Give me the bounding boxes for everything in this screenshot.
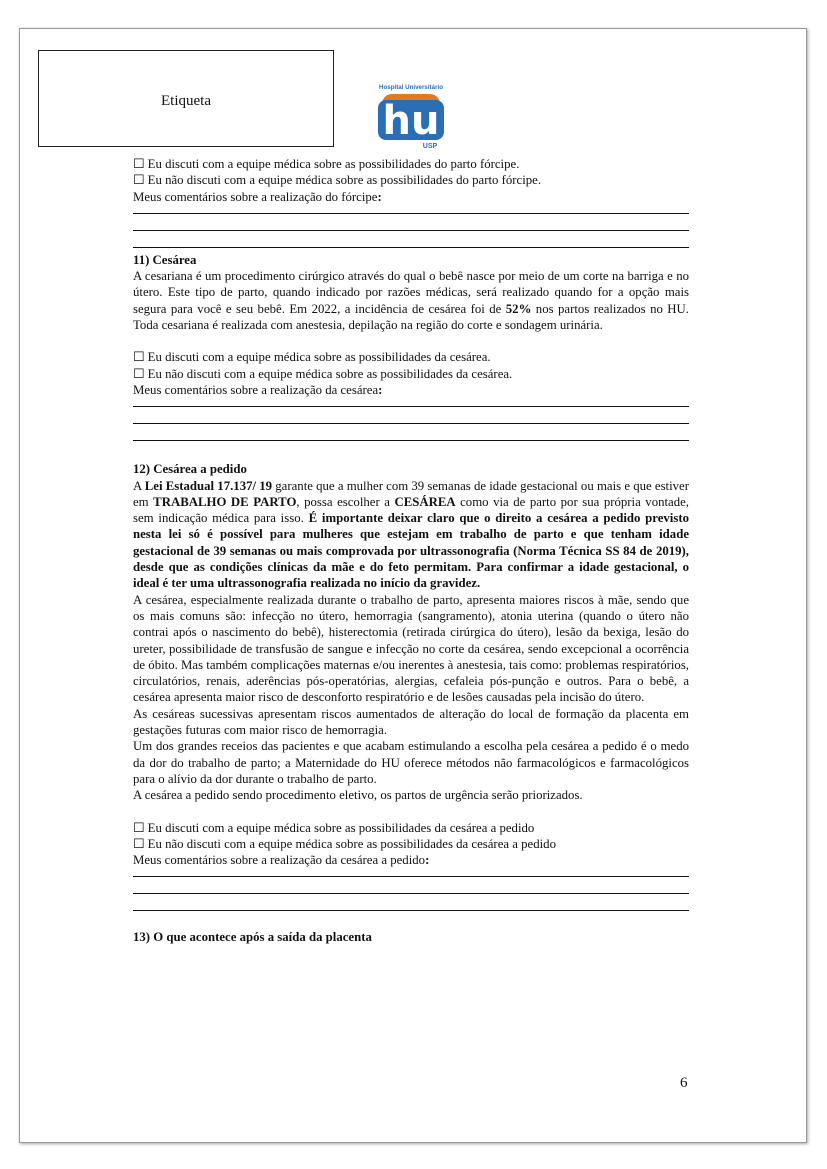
s12-text-c: garante que a mulher com 39 semanas de idade gestacional ou mais e que estiver em (133, 478, 689, 509)
section-12-paragraph-5: A cesárea a pedido sendo procedimento eletivo, os partos de urgência serão priorizados. (133, 788, 583, 803)
s12-text-a: A (133, 478, 145, 493)
cesarea-check-yes[interactable]: ☐ Eu discuti com a equipe médica sobre as possibilidades da cesárea. (133, 350, 491, 365)
logo-top-text: Hospital Universitário (379, 84, 443, 91)
section-12-title: 12) Cesárea a pedido (133, 462, 247, 477)
section-11-paragraph (133, 268, 689, 333)
label-box-text: Etiqueta (161, 93, 211, 109)
document-content (133, 156, 689, 946)
cesarea-pedido-check-yes[interactable]: ☐ Eu discuti com a equipe médica sobre as possibilidades da cesárea a pedido (133, 820, 535, 835)
section-12-paragraph-3: As cesáreas sucessivas apresentam riscos aumentados de alteração do local de formação da placenta em gestações futuras com maior risco de hemorragia. (133, 706, 689, 738)
cesarea-comments-text: Meus comentários sobre a realização da cesárea (133, 382, 379, 397)
cesarea-comments-label (133, 382, 689, 398)
section-11-text-a: A cesariana é um procedimento cirúrgico através do qual o bebê nasce por meio de um corte na barriga e no útero. Este tipo de parto, quando indicado por razões médicas, será realizado quando for a opção mais segura para você e seu bebê. Em 2022, a incidência de cesárea foi de (133, 269, 689, 316)
section-11-title: 11) Cesárea (133, 252, 197, 267)
cesarea-pedido-comments-label (133, 852, 689, 868)
cesarea-pedido-check-no[interactable]: ☐ Eu não discuti com a equipe médica sobre as possibilidades da cesárea a pedido (133, 836, 556, 851)
s12-important: É importante deixar claro que o direito a cesárea a pedido previsto nesta lei só é possível para mulheres que estejam em trabalho de parto e que tenham idade gestacional de 39 semanas ou mais comprovada por ultrassonografia (Norma Técnica SS 84 de 2019), desde que as condições clínicas da mãe e do feto permitam. Para confirmar a idade gestacional, o ideal é ter uma ultrassonografia realizada no início da gravidez. (133, 511, 690, 591)
cesarea-pedido-comments-text: Meus comentários sobre a realização da cesárea a pedido (133, 853, 426, 868)
s12-labor: TRABALHO DE PARTO (153, 494, 297, 509)
forceps-comments-label (133, 189, 689, 205)
s12-cesarea: CESÁREA (394, 494, 456, 509)
cesarea-check-no[interactable]: ☐ Eu não discuti com a equipe médica sobre as possibilidades da cesárea. (133, 366, 513, 381)
cesarea-comments-colon: : (378, 382, 383, 397)
forceps-check-no[interactable]: ☐ Eu não discuti com a equipe médica sobre as possibilidades do parto fórcipe. (133, 173, 542, 188)
forceps-check-yes[interactable]: ☐ Eu discuti com a equipe médica sobre as possibilidades do parto fórcipe. (133, 157, 520, 171)
hospital-logo (374, 82, 448, 152)
s12-text-e: , possa escolher a (296, 494, 395, 509)
forceps-comments-colon: : (377, 189, 382, 204)
forceps-comments-text: Meus comentários sobre a realização do fórcipe (133, 189, 378, 204)
section-12-paragraph-2: A cesárea, especialmente realizada durante o trabalho de parto, apresenta maiores riscos à mãe, sendo que os mais comuns são: infecção no útero, hemorragia (sangramento), atonia uterina (quando o útero não contrai após o nascimento do bebê), histerectomia (retirada cirúrgica do útero), lesão da bexiga, lesão do ureter, possibilidade de transfusão de sangue e infecção no corte da cesárea, sendo excepcional a ocorrência de óbito. Mas também complicações maternas e/ou inerentes à anestesia, tais como: problemas respiratórios, circulatórios, renais, aderências pós-operatórias, alergias, cefaleia pós-punção e outros. Para o bebê, a cesárea apresenta maior risco de desconforto respiratório e de lesões causadas pela incisão do útero. (133, 592, 689, 705)
section-13-title: 13) O que acontece após a saída da placenta (133, 930, 372, 945)
section-12-paragraph-1 (133, 478, 689, 592)
section-11-text-b: nos partos realizados no HU. Toda cesariana é realizada com anestesia, depilação na região do corte e sondagem urinária. (133, 301, 689, 333)
page-number: 6 (680, 1075, 688, 1091)
logo-bottom-text: USP (422, 143, 438, 150)
section-12-paragraph-4: Um dos grandes receios das pacientes e que acabam estimulando a escolha pela cesárea a pedido é o medo da dor do trabalho de parto; a Maternidade do HU oferece métodos não farmacológicos e farmacológicos para o alívio da dor durante o trabalho de parto. (133, 739, 689, 786)
section-11-text-bold: 52% (505, 301, 532, 316)
logo-letters: hu (382, 98, 440, 144)
patient-label-box (38, 50, 334, 147)
s12-text-g: como via de parto por sua própria vontade, sem indicação médica para isso. (133, 494, 690, 526)
s12-law: Lei Estadual 17.137/ 19 (144, 478, 273, 493)
cesarea-pedido-comments-colon: : (425, 853, 430, 868)
